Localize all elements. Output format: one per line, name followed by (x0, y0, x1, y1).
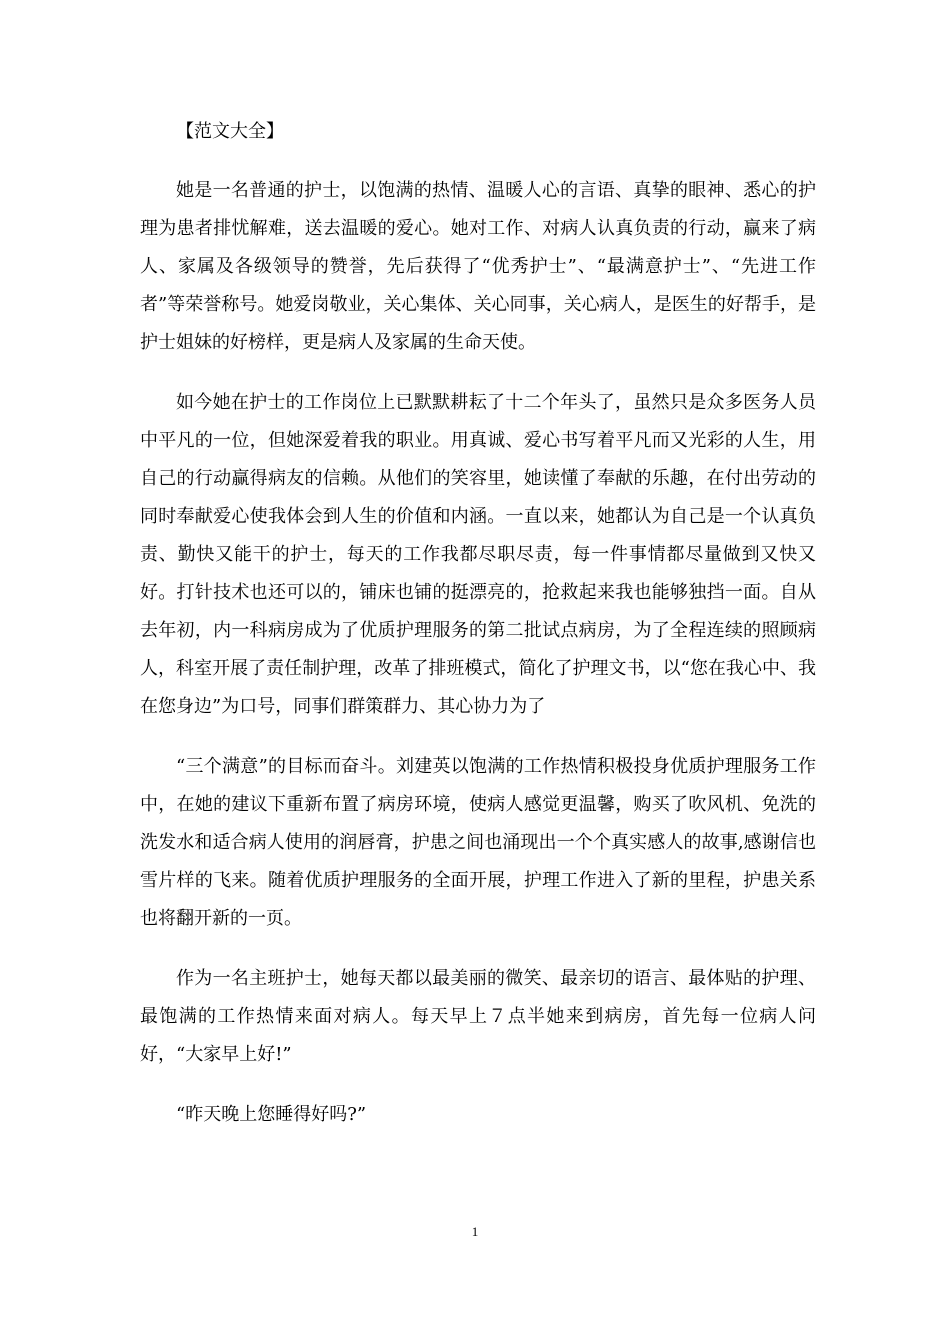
paragraph-2: 如今她在护士的工作岗位上已默默耕耘了十二个年头了，虽然只是众多医务人员中平凡的一位，但她深爱着我的职业。用真诚、爱心书写着平凡而又光彩的人生，用自己的行动赢得病友的信赖。从他们的笑容里，她读懂了奉献的乐趣，在付出劳动的同时奉献爱心使我体会到人生的价值和内涵。一直以来，她都认为自己是一个认真负责、勤快又能干的护士，每天的工作我都尽职尽责，每一件事情都尽量做到又快又好。打针技术也还可以的，铺床也铺的挺漂亮的，抢救起来我也能够独挡一面。自从去年初，内一科病房成为了优质护理服务的第二批试点病房，为了全程连续的照顾病人，科室开展了责任制护理，改革了排班模式，简化了护理文书，以“您在我心中、我在您身边”为口号，同事们群策群力、其心协力为了 (140, 392, 816, 717)
document-heading: 【范文大全】 (176, 121, 284, 142)
paragraph-3: “三个满意”的目标而奋斗。刘建英以饱满的工作热情积极投身优质护理服务工作中，在她的建议下重新布置了病房环境，使病人感觉更温馨，购买了吹风机、免洗的洗发水和适合病人使用的润唇膏，护患之间也涌现出一个个真实感人的故事,感谢信也雪片样的飞来。随着优质护理服务的全面开展，护理工作进入了新的里程，护患关系也将翻开新的一页。 (140, 756, 816, 929)
page-number: 1 (471, 1224, 479, 1239)
paragraph-4: 作为一名主班护士，她每天都以最美丽的微笑、最亲切的语言、最体贴的护理、最饱满的工作热情来面对病人。每天早上７点半她来到病房，首先每一位病人问好，“大家早上好!” (140, 968, 816, 1065)
paragraph-5: “昨天晚上您睡得好吗?” (176, 1104, 367, 1125)
document-body (140, 112, 816, 1156)
paragraph-1: 她是一名普通的护士，以饱满的热情、温暖人心的言语、真挚的眼神、悉心的护理为患者排忧解难，送去温暖的爱心。她对工作、对病人认真负责的行动，赢来了病人、家属及各级领导的赞誉，先后获得了“优秀护士”、“最满意护士”、“先进工作者”等荣誉称号。她爱岗敬业，关心集体、关心同事，关心病人，是医生的好帮手，是护士姐妹的好榜样，更是病人及家属的生命天使。 (140, 180, 816, 353)
